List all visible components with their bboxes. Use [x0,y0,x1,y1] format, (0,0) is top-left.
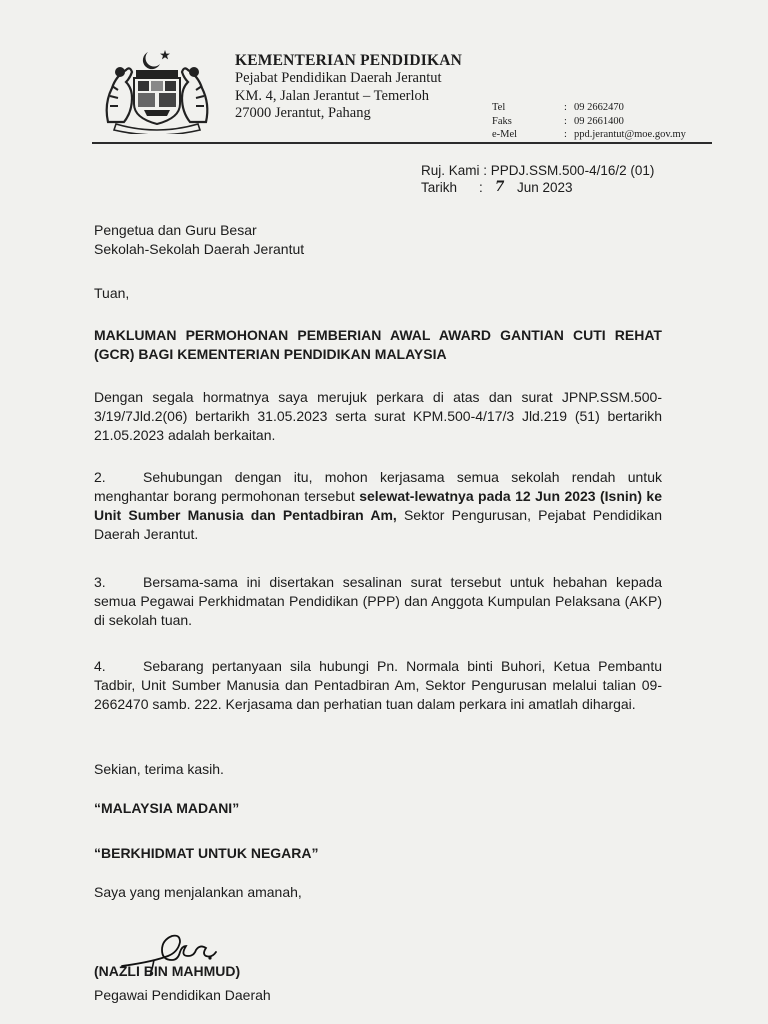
ministry-name: KEMENTERIAN PENDIDIKAN [235,52,463,69]
recipient-line-2: Sekolah-Sekolah Daerah Jerantut [94,241,305,257]
reference-colon: : [479,163,491,178]
contact-info [492,101,686,142]
reference-label: Ruj. Kami [421,163,480,178]
paragraph-number: 2. [94,469,106,485]
reference-block [421,162,654,196]
letter-subject: MAKLUMAN PERMOHONAN PEMBERIAN AWAL AWARD GANTIAN CUTI REHAT (GCR) BAGI KEMENTERIAN PENDIDIKAN MALAYSIA [94,327,662,362]
contact-value: 09 2662470 [574,102,624,113]
recipient-block [94,221,662,259]
contact-colon: : [564,129,567,140]
slogan-berkhidmat: “BERKHIDMAT UNTUK NEGARA” [94,845,319,861]
contact-value: ppd.jerantut@moe.gov.my [574,129,686,140]
paragraph-4-text: Sebarang pertanyaan sila hubungi Pn. Normala binti Buhori, Ketua Pembantu Tadbir, Unit Sumber Manusia dan Pentadbiran Am, Sektor Pengurusan melalui talian 09-2662470 samb. 222. Kerjasama dan perhatian tuan dalam perkara ini amatlah dihargai. [94,658,662,712]
letterhead-address [235,52,462,123]
coat-of-arms-icon [98,44,216,134]
address-line-2: 27000 Jerantut, Pahang [235,105,371,121]
reference-row [421,162,654,179]
contact-row-tel [492,101,686,115]
paragraph-2-text-a: Sehubungan dengan itu, mohon kerjasama semua sekolah rendah untuk menghantar borang permohonan tersebut [94,469,662,504]
contact-label: e-Mel [492,129,518,140]
handwritten-day: 7 [495,179,505,195]
reference-value: PPDJ.SSM.500-4/16/2 (01) [490,163,655,178]
signatory-title: Pegawai Pendidikan Daerah [94,987,271,1003]
address-line-1: KM. 4, Jalan Jerantut – Temerloh [235,87,430,104]
signatory-name: (NAZLI BIN MAHMUD) [94,963,241,979]
paragraph-2 [94,468,662,544]
contact-label: Tel [492,102,506,113]
contact-colon: : [564,115,567,127]
slogan-malaysia-madani: “MALAYSIA MADANI” [94,800,240,816]
date-colon: : [479,180,483,195]
paragraph-2-text-b: Sektor Pengurusan, Pejabat Pendidikan Daerah Jerantut. [94,507,663,542]
contact-value: 09 2661400 [574,115,624,127]
paragraph-4 [94,657,662,714]
letterhead-divider [92,142,712,144]
paragraph-2-deadline: selewat-lewatnya pada 12 Jun 2023 (Isnin) ke Unit Sumber Manusia dan Pentadbiran Am, [94,488,662,523]
paragraph-3 [94,573,662,630]
recipient-line-1: Pengetua dan Guru Besar [94,222,257,238]
office-name: Pejabat Pendidikan Daerah Jerantut [235,70,442,86]
paragraph-number: 4. [94,658,106,674]
date-label: Tarikh [421,180,458,195]
sign-intro: Saya yang menjalankan amanah, [94,884,302,900]
paragraph-3-text: Bersama-sama ini disertakan sesalinan surat tersebut untuk hebahan kepada semua Pegawai Perkhidmatan Pendidikan (PPP) dan Anggota Kumpulan Pelaksana (AKP) di sekolah tuan. [94,574,662,628]
paragraph-number: 3. [94,574,106,590]
salutation: Tuan, [94,285,130,301]
closing: Sekian, terima kasih. [94,761,224,777]
paragraph-1: Dengan segala hormatnya saya merujuk perkara di atas dan surat JPNP.SSM.500-3/19/7Jld.2(06) bertarikh 31.05.2023 serta surat KPM.500-4/17/3 Jld.219 (51) bertarikh 21.05.2023 adalah berkaitan. [94,389,662,443]
contact-colon: : [564,102,567,113]
date-row [421,179,654,196]
contact-row-email [492,128,686,142]
contact-label: Faks [492,115,512,127]
contact-row-fax [492,115,686,129]
date-value: Jun 2023 [517,180,573,195]
